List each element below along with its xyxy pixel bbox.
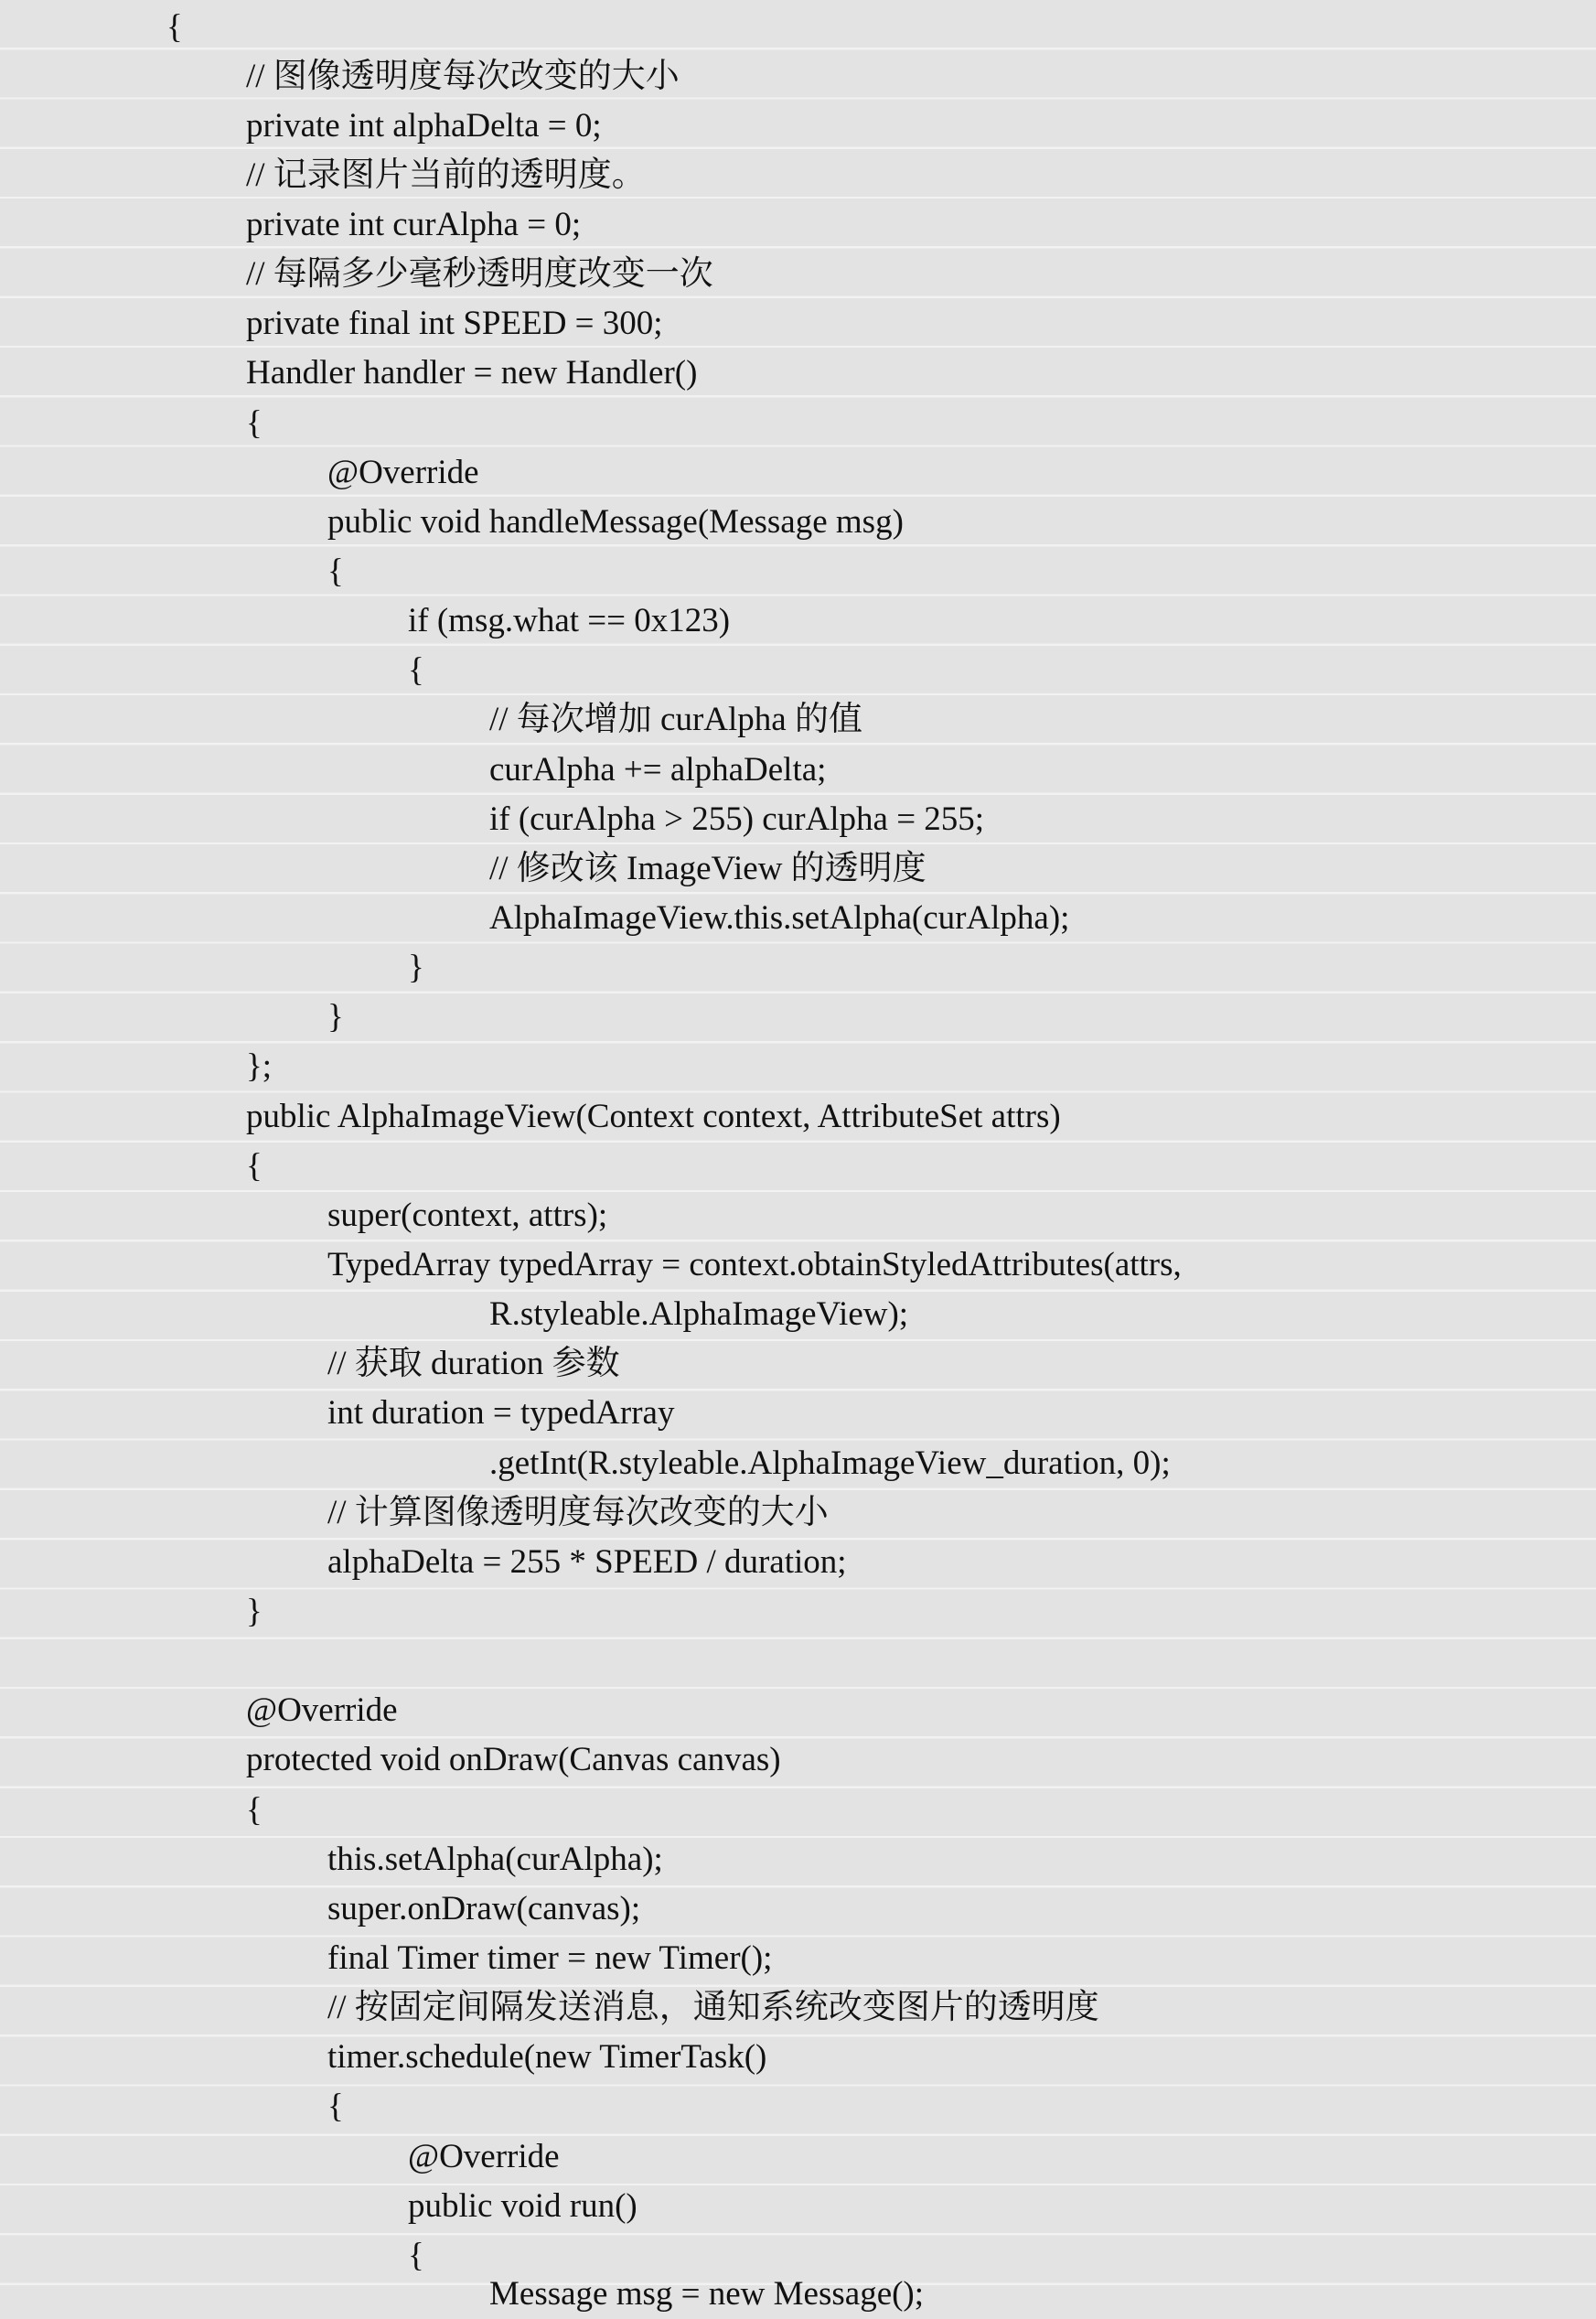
- code-comment: // 修改该 ImageView 的透明度: [489, 850, 927, 887]
- code-line: };: [246, 1047, 273, 1085]
- code-comment: // 按固定间隔发送消息，通知系统改变图片的透明度: [327, 1989, 1099, 2026]
- code-line: .getInt(R.styleable.AlphaImageView_duration, 0);: [489, 1444, 1171, 1482]
- code-comment: // 每次增加 curAlpha 的值: [489, 701, 862, 738]
- code-line: final Timer timer = new Timer();: [327, 1939, 773, 1977]
- code-line: AlphaImageView.this.setAlpha(curAlpha);: [489, 899, 1070, 937]
- code-line: R.styleable.AlphaImageView);: [489, 1295, 909, 1333]
- code-line: public AlphaImageView(Context context, AttributeSet attrs): [246, 1098, 1061, 1135]
- code-line: {: [408, 651, 424, 689]
- code-line: {: [327, 553, 344, 590]
- code-line: }: [408, 949, 424, 986]
- code-line: @Override: [327, 454, 479, 491]
- code-comment: // 获取 duration 参数: [327, 1345, 620, 1382]
- code-line: }: [327, 998, 344, 1036]
- code-line: {: [166, 8, 183, 46]
- code-line: timer.schedule(new TimerTask(): [327, 2038, 767, 2076]
- code-line: private final int SPEED = 300;: [246, 305, 663, 342]
- code-line: alphaDelta = 255 * SPEED / duration;: [327, 1543, 847, 1581]
- code-line: public void handleMessage(Message msg): [327, 503, 904, 541]
- code-comment: // 图像透明度每次改变的大小: [246, 58, 680, 95]
- code-line: super.onDraw(canvas);: [327, 1890, 641, 1927]
- code-line: {: [246, 1147, 262, 1185]
- code-line: {: [246, 404, 262, 442]
- code-line: @Override: [246, 1691, 398, 1729]
- code-line: Message msg = new Message();: [489, 2275, 925, 2313]
- code-line: this.setAlpha(curAlpha);: [327, 1841, 663, 1878]
- code-line: Handler handler = new Handler(): [246, 354, 698, 392]
- code-comment: // 每隔多少毫秒透明度改变一次: [246, 255, 713, 293]
- code-line: private int curAlpha = 0;: [246, 206, 582, 243]
- code-line: private int alphaDelta = 0;: [246, 107, 602, 145]
- code-comment: // 记录图片当前的透明度。: [246, 156, 646, 194]
- code-line: }: [246, 1593, 262, 1630]
- code-line: protected void onDraw(Canvas canvas): [246, 1741, 781, 1778]
- code-line: {: [408, 2237, 424, 2274]
- code-line: {: [327, 2088, 344, 2125]
- code-line: public void run(): [408, 2187, 637, 2225]
- code-line: if (msg.what == 0x123): [408, 602, 731, 639]
- code-comment: // 计算图像透明度每次改变的大小: [327, 1494, 829, 1531]
- code-line: int duration = typedArray: [327, 1394, 675, 1432]
- code-line: TypedArray typedArray = context.obtainStyledAttributes(attrs,: [327, 1246, 1182, 1283]
- code-line: super(context, attrs);: [327, 1197, 608, 1234]
- code-line: curAlpha += alphaDelta;: [489, 751, 827, 789]
- code-line: if (curAlpha > 255) curAlpha = 255;: [489, 800, 985, 838]
- code-line: {: [246, 1791, 262, 1829]
- code-line: @Override: [408, 2138, 560, 2175]
